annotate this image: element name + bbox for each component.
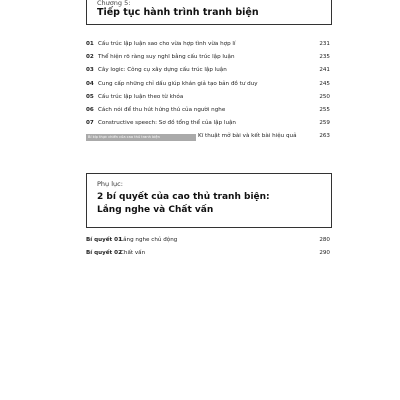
secret-page: 290	[319, 250, 330, 256]
appendix-title-line1: 2 bí quyết của cao thủ tranh biện:	[97, 192, 270, 202]
toc-page: 263	[319, 133, 330, 140]
toc-title: Cây logic: Công cụ xây dựng cấu trúc lập luận	[98, 67, 227, 74]
toc-row[interactable]	[86, 104, 330, 117]
toc-title: Thể hiện rõ ràng suy nghĩ bằng cấu trúc lập luận	[98, 54, 235, 61]
toc-page: 259	[319, 120, 330, 127]
toc-row-special[interactable]	[86, 130, 330, 143]
toc-row[interactable]	[86, 64, 330, 77]
toc-title: Kĩ thuật mở bài và kết bài hiệu quả	[198, 133, 297, 140]
appendix-title-line2: Lắng nghe và Chất vấn	[97, 205, 214, 215]
chapter-header	[86, 0, 332, 25]
toc-number: 02	[86, 54, 94, 61]
toc-page: 235	[319, 54, 330, 61]
secret-row[interactable]	[86, 234, 330, 247]
toc-page: 231	[319, 41, 330, 47]
appendix-label: Phụ lục:	[97, 180, 123, 188]
toc-number: 07	[86, 120, 94, 127]
toc-title: Constructive speech: Sơ đồ tổng thể của lập luận	[98, 120, 236, 127]
toc-number: 06	[86, 106, 94, 113]
toc-title: Cung cấp những chỉ dấu giúp khán giả tạo bản đồ tư duy	[98, 80, 258, 87]
secrets-list	[86, 234, 330, 260]
toc-row[interactable]	[86, 38, 330, 51]
toc-row[interactable]	[86, 51, 330, 64]
table-of-contents	[86, 38, 330, 144]
toc-number: 01	[86, 41, 94, 47]
secret-label: Bí quyết 02	[86, 250, 122, 256]
toc-number: 05	[86, 93, 94, 100]
toc-number: 03	[86, 67, 94, 74]
toc-page: 250	[319, 93, 330, 100]
secret-title: Lắng nghe chủ động	[120, 237, 178, 243]
appendix-header	[86, 173, 332, 228]
toc-number: 04	[86, 80, 94, 87]
secret-row[interactable]	[86, 247, 330, 260]
toc-page: 241	[319, 67, 330, 74]
chapter-label: Chương 5:	[97, 0, 131, 7]
secret-label: Bí quyết 01	[86, 237, 122, 243]
toc-page: 255	[319, 106, 330, 113]
toc-title: Cấu trúc lập luận sao cho vừa hợp tình vừa hợp lí	[98, 41, 236, 47]
toc-row[interactable]	[86, 91, 330, 104]
appendix-title	[97, 191, 270, 217]
secret-page: 280	[319, 237, 330, 243]
toc-row[interactable]	[86, 117, 330, 130]
secret-title: Chất vấn	[120, 250, 146, 256]
toc-row[interactable]	[86, 78, 330, 91]
toc-title: Cách nói để thu hút hứng thú của người nghe	[98, 106, 226, 113]
toc-page: 245	[319, 80, 330, 87]
special-tag: Bí kíp thực chiến của cao thủ tranh biện	[86, 134, 196, 141]
toc-title: Cấu trúc lập luận theo từ khóa	[98, 93, 184, 100]
chapter-title: Tiếp tục hành trình tranh biện	[97, 7, 259, 18]
